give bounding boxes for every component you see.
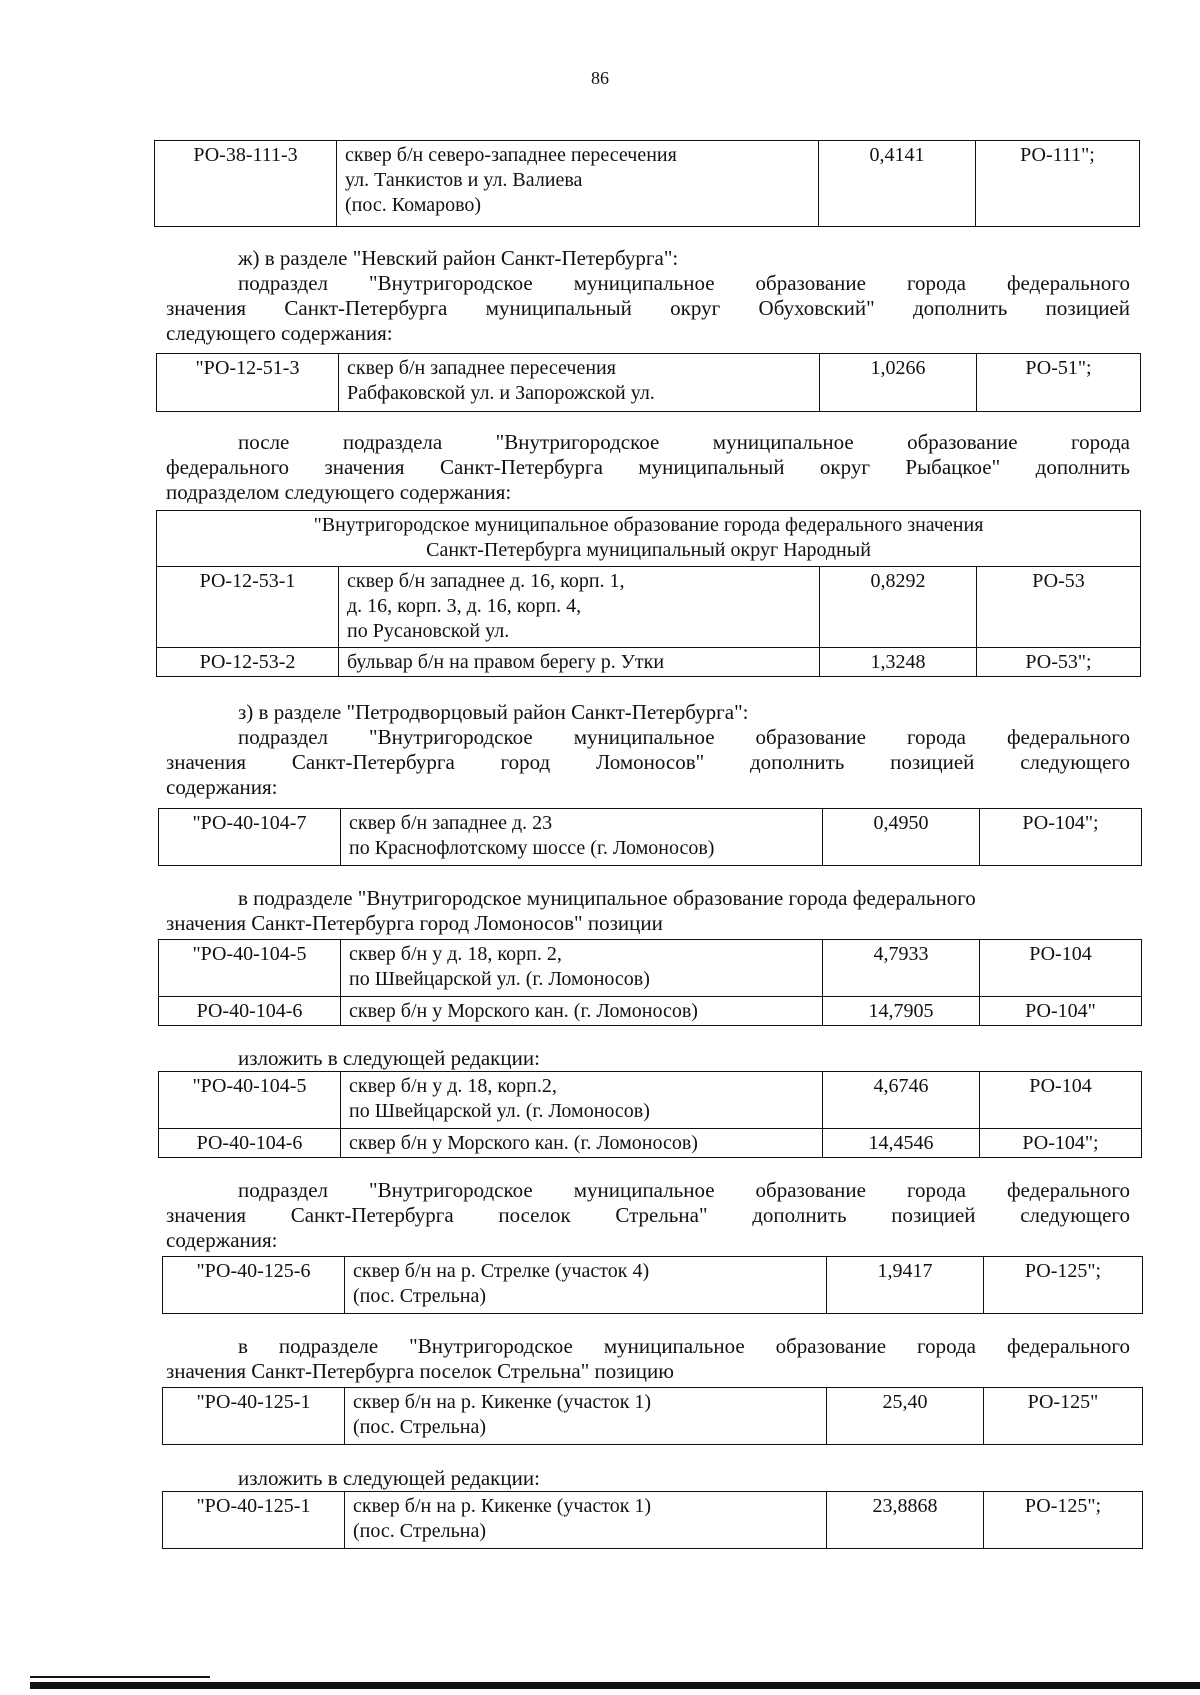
position-area: 0,4950 bbox=[823, 809, 980, 866]
position-area: 23,8868 bbox=[827, 1492, 984, 1549]
position-code: "РО-40-125-6 bbox=[163, 1257, 345, 1314]
description-line: по Швейцарской ул. (г. Ломоносов) bbox=[349, 1100, 650, 1122]
position-description bbox=[337, 141, 819, 227]
position-code: "РО-40-104-7 bbox=[159, 809, 341, 866]
table-lomonosov-add bbox=[158, 808, 1142, 866]
position-area: 0,8292 bbox=[820, 567, 977, 648]
position-code: РО-12-53-1 bbox=[157, 567, 339, 648]
paragraph-line: значения Санкт-Петербурга город Ломоносов" позиции bbox=[166, 911, 663, 935]
paragraph-line: значения Санкт-Петербурга поселок Стрельна" дополнить позицией следующего bbox=[166, 1203, 1130, 1227]
section-lomonosov-positions bbox=[166, 886, 1130, 936]
paragraph-line: подразделом следующего содержания: bbox=[166, 480, 512, 504]
table-komarovo bbox=[154, 140, 1140, 227]
description-line: по Русановской ул. bbox=[347, 620, 510, 642]
position-description bbox=[345, 1492, 827, 1549]
paragraph-line: после подраздела "Внутригородское муниципальное образование города bbox=[238, 430, 1130, 454]
description-line: ул. Танкистов и ул. Валиева bbox=[345, 169, 583, 191]
position-ref: РО-53"; bbox=[977, 648, 1141, 677]
section-strelna-new-wording bbox=[166, 1466, 1130, 1491]
paragraph-line: изложить в следующей редакции: bbox=[238, 1046, 540, 1070]
table-row bbox=[157, 567, 1141, 648]
position-description bbox=[339, 354, 820, 412]
paragraph-line: в подразделе "Внутригородское муниципальное образование города федерального bbox=[238, 886, 976, 910]
position-ref: РО-104 bbox=[980, 940, 1142, 997]
section-petrodvortsovy-intro bbox=[166, 700, 1130, 800]
paragraph-line: подраздел "Внутригородское муниципальное образование города федерального bbox=[238, 271, 1130, 295]
position-area: 14,7905 bbox=[823, 997, 980, 1026]
table-row bbox=[163, 1388, 1143, 1445]
position-description: бульвар б/н на правом берегу р. Утки bbox=[339, 648, 820, 677]
position-area: 1,0266 bbox=[820, 354, 977, 412]
section-rybatskoe-intro bbox=[166, 430, 1130, 505]
position-ref: РО-53 bbox=[977, 567, 1141, 648]
position-description bbox=[339, 567, 820, 648]
scan-edge-line bbox=[30, 1676, 210, 1678]
description-line: сквер б/н северо-западнее пересечения bbox=[345, 144, 677, 166]
section-new-wording bbox=[166, 1046, 1130, 1071]
header-line: "Внутригородское муниципальное образование города федерального значения bbox=[313, 514, 984, 536]
table-row bbox=[155, 141, 1140, 227]
description-line: (пос. Стрельна) bbox=[353, 1416, 487, 1438]
table-row bbox=[163, 1492, 1143, 1549]
position-description: сквер б/н у Морского кан. (г. Ломоносов) bbox=[341, 997, 823, 1026]
position-code: РО-40-104-6 bbox=[159, 1129, 341, 1158]
table-row bbox=[157, 354, 1141, 412]
position-code: "РО-40-104-5 bbox=[159, 940, 341, 997]
paragraph-line: следующего содержания: bbox=[166, 321, 393, 345]
description-line: (пос. Стрельна) bbox=[353, 1520, 487, 1542]
position-code: "РО-40-104-5 bbox=[159, 1072, 341, 1129]
position-description bbox=[345, 1257, 827, 1314]
paragraph-line: подраздел "Внутригородское муниципальное образование города федерального bbox=[238, 725, 1130, 749]
description-line: сквер б/н у д. 18, корп.2, bbox=[349, 1075, 557, 1097]
position-description: сквер б/н у Морского кан. (г. Ломоносов) bbox=[341, 1129, 823, 1158]
subsection-header bbox=[157, 511, 1141, 567]
table-lomonosov-old bbox=[158, 939, 1142, 1026]
paragraph-line: значения Санкт-Петербурга муниципальный округ Обуховский" дополнить позицией bbox=[166, 296, 1130, 320]
description-line: сквер б/н западнее д. 16, корп. 1, bbox=[347, 570, 625, 592]
description-line: по Швейцарской ул. (г. Ломоносов) bbox=[349, 968, 650, 990]
table-row bbox=[159, 1129, 1142, 1158]
table-lomonosov-new bbox=[158, 1071, 1142, 1158]
paragraph-line: значения Санкт-Петербурга поселок Стрельна" позицию bbox=[166, 1359, 674, 1383]
paragraph-line: подраздел "Внутригородское муниципальное образование города федерального bbox=[238, 1178, 1130, 1202]
position-code: "РО-12-51-3 bbox=[157, 354, 339, 412]
paragraph-line: федерального значения Санкт-Петербурга муниципальный округ Рыбацкое" дополнить bbox=[166, 455, 1130, 479]
section-strelna-position bbox=[166, 1334, 1130, 1384]
paragraph-line: в подразделе "Внутригородское муниципальное образование города федерального bbox=[238, 1334, 1130, 1358]
description-line: сквер б/н на р. Стрелке (участок 4) bbox=[353, 1260, 650, 1282]
description-line: сквер б/н западнее пересечения bbox=[347, 357, 616, 379]
table-row bbox=[163, 1257, 1143, 1314]
position-area: 0,4141 bbox=[819, 141, 976, 227]
position-ref: РО-125"; bbox=[984, 1492, 1143, 1549]
position-ref: РО-104"; bbox=[980, 1129, 1142, 1158]
table-header-row bbox=[157, 511, 1141, 567]
position-description bbox=[345, 1388, 827, 1445]
description-line: сквер б/н у д. 18, корп. 2, bbox=[349, 943, 562, 965]
table-row bbox=[157, 648, 1141, 677]
description-line: д. 16, корп. 3, д. 16, корп. 4, bbox=[347, 595, 582, 617]
paragraph-line: з) в разделе "Петродворцовый район Санкт-Петербурга": bbox=[238, 700, 749, 724]
paragraph-line: изложить в следующей редакции: bbox=[238, 1466, 540, 1490]
table-row bbox=[159, 940, 1142, 997]
scan-edge-bar bbox=[30, 1682, 1200, 1689]
section-nevsky-intro bbox=[166, 246, 1130, 346]
position-code: "РО-40-125-1 bbox=[163, 1388, 345, 1445]
description-line: Рабфаковской ул. и Запорожской ул. bbox=[347, 382, 655, 404]
position-description bbox=[341, 809, 823, 866]
table-row bbox=[159, 997, 1142, 1026]
description-line: сквер б/н западнее д. 23 bbox=[349, 812, 553, 834]
table-row bbox=[159, 1072, 1142, 1129]
position-ref: РО-51"; bbox=[977, 354, 1141, 412]
position-area: 1,3248 bbox=[820, 648, 977, 677]
position-description bbox=[341, 1072, 823, 1129]
position-ref: РО-111"; bbox=[976, 141, 1140, 227]
table-row bbox=[159, 809, 1142, 866]
table-strelna-old bbox=[162, 1387, 1143, 1445]
position-ref: РО-104" bbox=[980, 997, 1142, 1026]
paragraph-line: содержания: bbox=[166, 1228, 278, 1252]
table-narodny bbox=[156, 510, 1141, 677]
position-code: РО-38-111-3 bbox=[155, 141, 337, 227]
position-area: 1,9417 bbox=[827, 1257, 984, 1314]
table-obukhovsky bbox=[156, 353, 1141, 412]
description-line: сквер б/н на р. Кикенке (участок 1) bbox=[353, 1495, 652, 1517]
table-strelna-add bbox=[162, 1256, 1143, 1314]
position-description bbox=[341, 940, 823, 997]
position-area: 4,7933 bbox=[823, 940, 980, 997]
position-area: 25,40 bbox=[827, 1388, 984, 1445]
description-line: сквер б/н на р. Кикенке (участок 1) bbox=[353, 1391, 652, 1413]
table-strelna-new bbox=[162, 1491, 1143, 1549]
paragraph-line: значения Санкт-Петербурга город Ломоносов" дополнить позицией следующего bbox=[166, 750, 1130, 774]
position-area: 14,4546 bbox=[823, 1129, 980, 1158]
position-code: РО-12-53-2 bbox=[157, 648, 339, 677]
paragraph-line: ж) в разделе "Невский район Санкт-Петербурга": bbox=[238, 246, 679, 270]
position-area: 4,6746 bbox=[823, 1072, 980, 1129]
position-ref: РО-104 bbox=[980, 1072, 1142, 1129]
description-line: (пос. Стрельна) bbox=[353, 1285, 487, 1307]
paragraph-line: содержания: bbox=[166, 775, 278, 799]
description-line: по Краснофлотскому шоссе (г. Ломоносов) bbox=[349, 837, 715, 859]
position-ref: РО-104"; bbox=[980, 809, 1142, 866]
position-code: "РО-40-125-1 bbox=[163, 1492, 345, 1549]
page-number: 86 bbox=[591, 68, 609, 88]
position-ref: РО-125"; bbox=[984, 1257, 1143, 1314]
header-line: Санкт-Петербурга муниципальный округ Народный bbox=[426, 539, 871, 561]
section-strelna-intro bbox=[166, 1178, 1130, 1253]
position-code: РО-40-104-6 bbox=[159, 997, 341, 1026]
position-ref: РО-125" bbox=[984, 1388, 1143, 1445]
description-line: (пос. Комарово) bbox=[345, 194, 482, 216]
